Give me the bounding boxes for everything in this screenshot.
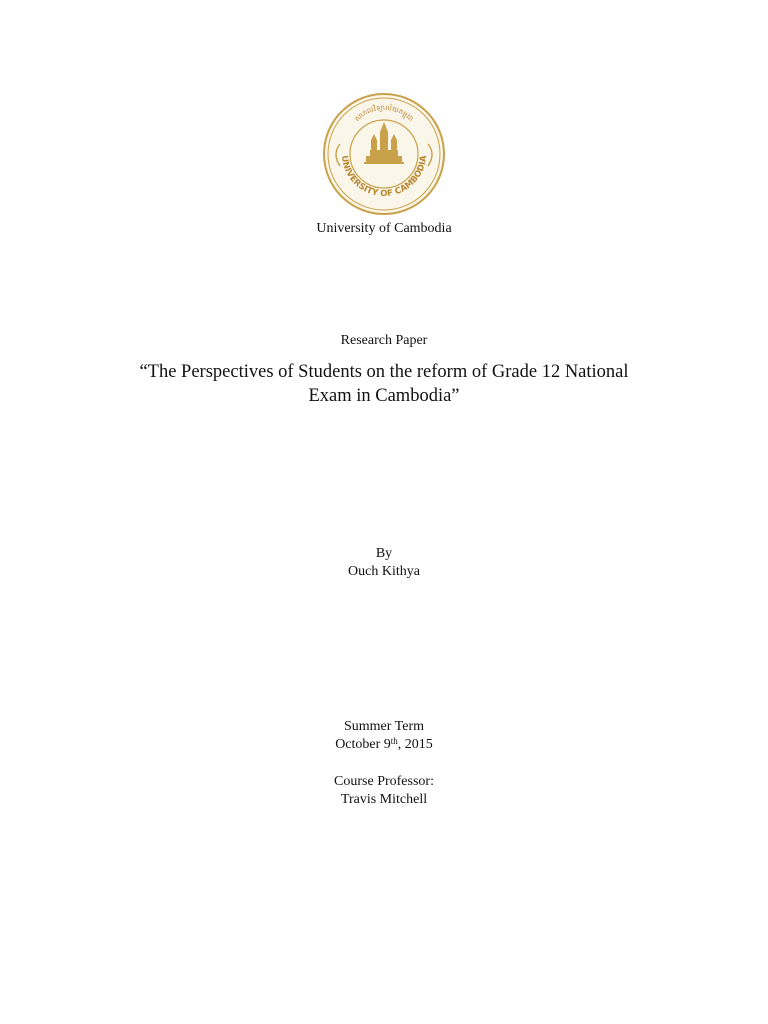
submission-date xyxy=(0,736,768,754)
seal-khmer-text: សាកលវិទ្យាល័យកម្ពុជា xyxy=(353,103,415,124)
paper-type: Research Paper xyxy=(340,333,428,348)
seal-ring-text: UNIVERSITY OF CAMBODIA xyxy=(338,154,430,200)
term: Summer Term xyxy=(343,719,425,734)
paper-title-line-1: “The Perspectives of Students on the reform of Grade 12 National xyxy=(139,362,629,382)
author-name: Ouch Kithya xyxy=(348,564,420,579)
professor-name: Travis Mitchell xyxy=(340,792,428,807)
date-rest: , 2015 xyxy=(397,737,433,752)
by-label: By xyxy=(375,546,393,561)
paper-title-line-2: Exam in Cambodia” xyxy=(308,386,460,406)
professor-label: Course Professor: xyxy=(334,774,434,789)
date-prefix: October 9 xyxy=(335,737,391,752)
university-seal-logo xyxy=(318,92,450,216)
paper-title xyxy=(84,360,684,408)
date-ordinal-suffix: th xyxy=(390,736,398,746)
institution-name: University of Cambodia xyxy=(316,221,452,236)
